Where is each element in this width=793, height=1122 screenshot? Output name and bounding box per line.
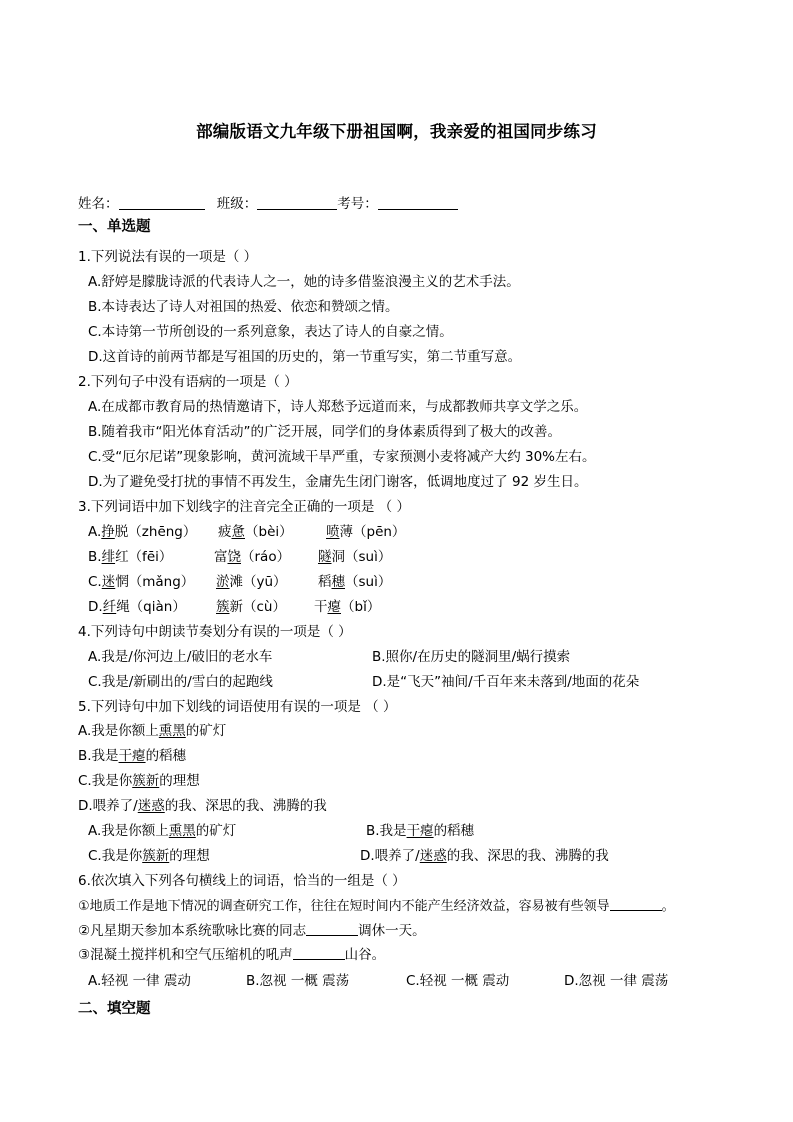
question-4-option-b[interactable]: B.照你/在历史的隧洞里/蜗行摸索 [372, 649, 571, 665]
question-1-option-a[interactable]: A.舒婷是朦胧诗派的代表诗人之一，她的诗多借鉴浪漫主义的艺术手法。 [88, 274, 520, 290]
question-4-stem: 4.下列诗句中朗读节奏划分有误的一项是（ ） [78, 624, 352, 640]
question-5-line-b: B.我是干瘪的稻穗 [78, 748, 187, 764]
question-6-stem: 6.依次填入下列各句横线上的词语，恰当的一组是（ ） [78, 873, 406, 889]
question-3-option-a-word-2: 疲惫（bèi） [218, 524, 293, 540]
question-6-sentence-1: ①地质工作是地下情况的调查研究工作，往往在短时间内不能产生经济效益，容易被有些领导 。 [78, 899, 675, 914]
question-6-blank-1[interactable] [610, 897, 662, 911]
question-3-option-b-word-2: 富饶（ráo） [214, 549, 291, 565]
question-3-option-d-word-2: 簇新（cù） [216, 599, 286, 615]
question-6-option-a[interactable]: A.轻视 一律 震动 [88, 973, 191, 989]
question-6-blank-3[interactable] [293, 946, 345, 960]
question-2-option-d[interactable]: D.为了避免受打扰的事情不再发生，金庸先生闭门谢客，低调地度过了 92 岁生日。 [88, 474, 588, 490]
question-3-option-a[interactable]: A.挣脱（zhēng） [88, 524, 197, 540]
section-heading-fill-in: 二、填空题 [78, 1001, 151, 1017]
question-5-stem: 5.下列诗句中加下划线的词语使用有误的一项是 （ ） [78, 699, 397, 715]
question-3-option-c-word-3: 稻穗（suì） [318, 574, 392, 590]
question-5-option-c[interactable]: C.我是你簇新的理想 [88, 848, 210, 864]
question-5-option-b[interactable]: B.我是干瘪的稻穗 [366, 823, 475, 839]
question-6-option-c[interactable]: C.轻视 一概 震动 [406, 973, 510, 989]
question-6-sentence-2: ②凡星期天参加本系统歌咏比赛的同志 调休一天。 [78, 923, 426, 939]
question-4-option-a[interactable]: A.我是/你河边上/破旧的老水车 [88, 649, 273, 665]
question-5-option-d[interactable]: D.喂养了/迷惑的我、深思的我、沸腾的我 [360, 848, 609, 864]
student-info-row [78, 192, 458, 212]
question-6-blank-2[interactable] [306, 922, 358, 936]
question-2-option-c[interactable]: C.受“厄尔尼诺”现象影响，黄河流域干旱严重，专家预测小麦将减产大约 30%左右。 [88, 449, 596, 465]
question-5-option-a[interactable]: A.我是你额上熏黑的矿灯 [88, 823, 237, 839]
question-1-option-b[interactable]: B.本诗表达了诗人对祖国的热爱、依恋和赞颂之情。 [88, 299, 399, 315]
question-3-option-d-word-3: 干瘪（bǐ） [314, 599, 381, 615]
class-label: 班级： [216, 196, 258, 212]
name-blank[interactable] [119, 195, 205, 210]
question-6-option-d[interactable]: D.忽视 一律 震荡 [564, 973, 669, 989]
question-3-option-b-word-3: 隧洞（suì） [318, 549, 392, 565]
question-3-option-c[interactable]: C.迷惘（mǎng） [88, 574, 195, 590]
class-blank[interactable] [257, 195, 337, 210]
question-4-option-d[interactable]: D.是“飞天”袖间/千百年来未落到/地面的花朵 [372, 674, 640, 690]
question-2-option-b[interactable]: B.随着我市“阳光体育活动”的广泛开展，同学们的身体素质得到了极大的改善。 [88, 424, 562, 440]
question-1-stem: 1.下列说法有误的一项是（ ） [78, 249, 258, 265]
question-3-option-d[interactable]: D.纤绳（qiàn） [88, 599, 186, 615]
number-blank[interactable] [378, 195, 458, 210]
question-6-sentence-3: ③混凝土搅拌机和空气压缩机的吼声 山谷。 [78, 947, 386, 963]
question-6-option-b[interactable]: B.忽视 一概 震荡 [246, 973, 350, 989]
question-4-option-c[interactable]: C.我是/新刷出的/雪白的起跑线 [88, 674, 273, 690]
question-3-option-a-word-3: 喷薄（pēn） [326, 524, 406, 540]
question-1-option-c[interactable]: C.本诗第一节所创设的一系列意象，表达了诗人的自豪之情。 [88, 324, 453, 340]
question-2-option-a[interactable]: A.在成都市教育局的热情邀请下，诗人郑愁予远道而来，与成都教师共享文学之乐。 [88, 399, 588, 415]
section-heading-single-choice: 一、单选题 [78, 219, 151, 235]
question-5-line-d: D.喂养了/迷惑的我、深思的我、沸腾的我 [78, 798, 327, 814]
question-1-option-d[interactable]: D.这首诗的前两节都是写祖国的历史的，第一节重写实，第二节重写意。 [88, 349, 522, 365]
number-label: 考号： [337, 196, 378, 212]
question-3-stem: 3.下列词语中加下划线字的注音完全正确的一项是 （ ） [78, 499, 410, 515]
question-5-line-c: C.我是你簇新的理想 [78, 773, 200, 789]
name-label: 姓名： [78, 196, 119, 212]
question-5-line-a: A.我是你额上熏黑的矿灯 [78, 723, 227, 739]
question-3-option-c-word-2: 淤滩（yū） [216, 574, 287, 590]
question-2-stem: 2.下列句子中没有语病的一项是（ ） [78, 374, 298, 390]
question-3-option-b[interactable]: B.绯红（fēi） [88, 549, 173, 565]
document-title: 部编版语文九年级下册祖国啊，我亲爱的祖国同步练习 [196, 122, 597, 141]
